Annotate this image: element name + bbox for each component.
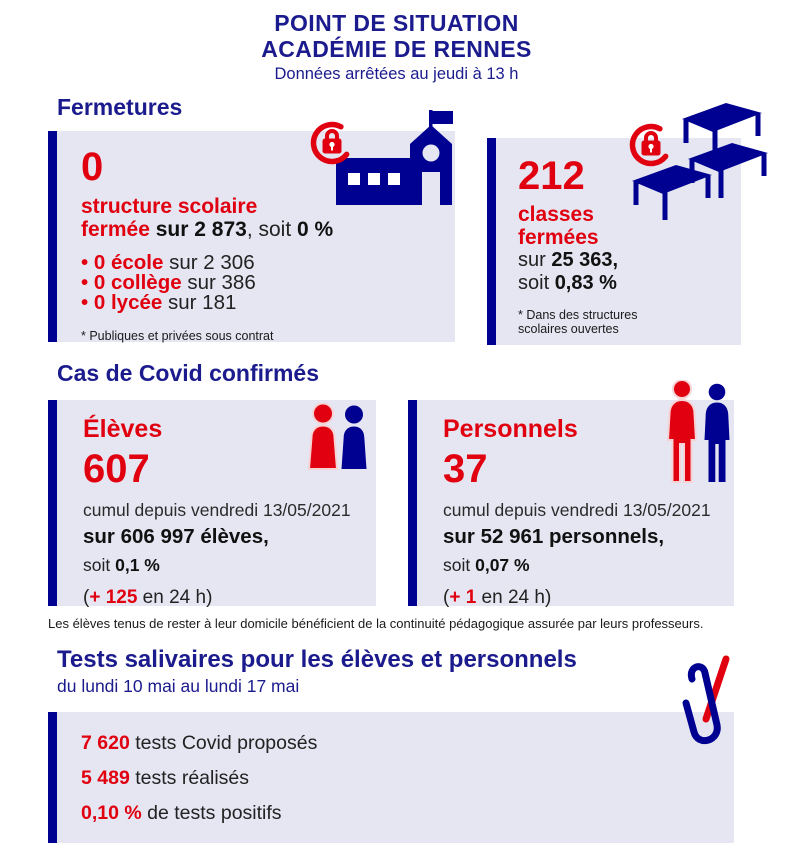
tests-label: tests Covid proposés xyxy=(135,732,318,754)
value-pct: 0,07 % xyxy=(475,555,530,575)
delta-rest: en 24 h) xyxy=(476,587,552,608)
card-eleves-title: Élèves xyxy=(83,415,163,443)
stat-structures-detail xyxy=(81,218,455,241)
tests-label: de tests positifs xyxy=(147,802,282,824)
section-heading-fermetures: Fermetures xyxy=(57,94,183,120)
footnote-line1: * Dans des structures xyxy=(518,308,638,322)
paperclip-icon xyxy=(676,653,734,757)
pupils-icon xyxy=(308,403,370,471)
stat-classes-value: 212 xyxy=(518,154,585,198)
tests-label: tests réalisés xyxy=(135,767,250,789)
stat-personnels-total: sur 52 961 personnels, xyxy=(443,525,665,548)
list-item-value: sur 2 306 xyxy=(169,251,255,274)
stat-structures-pct: 0 % xyxy=(297,218,334,241)
stat-eleves-cumul: cumul depuis vendredi 13/05/2021 xyxy=(83,500,351,520)
header xyxy=(0,10,793,84)
list-item-label: 0 lycée xyxy=(93,291,163,314)
bullet-icon: • xyxy=(81,291,89,314)
label-sur: sur xyxy=(518,249,546,271)
delta-open: ( xyxy=(443,587,450,608)
tests-row-positifs xyxy=(81,803,734,823)
tests-value: 7 620 xyxy=(81,732,130,754)
value-total: 25 363, xyxy=(551,249,619,271)
list-item xyxy=(81,273,455,293)
stat-classes-pct xyxy=(518,272,741,295)
stat-personnels-cumul: cumul depuis vendredi 13/05/2021 xyxy=(443,500,711,520)
stat-personnels-delta xyxy=(443,587,734,609)
page-title-line2: ACADÉMIE DE RENNES xyxy=(261,36,532,62)
card-tests xyxy=(48,712,734,843)
list-item-label: 0 école xyxy=(93,251,164,274)
list-item xyxy=(81,253,455,273)
tests-value: 0,10 % xyxy=(81,802,142,824)
school-building-icon xyxy=(336,110,462,205)
tests-value: 5 489 xyxy=(81,767,130,789)
delta-open: ( xyxy=(83,587,90,608)
tests-row-realises xyxy=(81,768,734,788)
staff-icon xyxy=(666,380,736,484)
label-soit: soit xyxy=(83,555,111,575)
tests-row-proposes xyxy=(81,733,734,753)
header-subtitle: Données arrêtées au jeudi à 13 h xyxy=(274,65,519,83)
delta-value: + 1 xyxy=(449,587,477,608)
stat-structures-value: 0 xyxy=(81,145,104,189)
value-pct: 0,83 % xyxy=(554,272,617,294)
delta-value: + 125 xyxy=(89,587,138,608)
bullet-icon: • xyxy=(81,251,89,274)
stat-eleves-value: 607 xyxy=(83,447,150,491)
page-title-line1: POINT DE SITUATION xyxy=(274,10,519,36)
closed-classroom-tables-icon xyxy=(632,103,792,225)
delta-rest: en 24 h) xyxy=(137,587,213,608)
continuity-note: Les élèves tenus de rester à leur domicile bénéficient de la continuité pédagogique assurée par leurs professeurs. xyxy=(48,616,704,631)
card-personnels-title: Personnels xyxy=(443,415,578,443)
stat-eleves-total: sur 606 997 élèves, xyxy=(83,525,269,548)
stat-classes-label1: classes xyxy=(518,203,594,226)
stat-structures-label2: fermée xyxy=(81,218,150,241)
section-heading-covid: Cas de Covid confirmés xyxy=(57,360,320,386)
footnote xyxy=(518,309,741,336)
label-soit: soit xyxy=(443,555,471,575)
list-item xyxy=(81,293,455,313)
stat-eleves-pct xyxy=(83,555,376,576)
footnote: * Publiques et privées sous contrat xyxy=(81,329,274,343)
structures-breakdown-list xyxy=(81,253,455,313)
stat-personnels-value: 37 xyxy=(443,447,488,491)
list-item-value: sur 386 xyxy=(187,271,256,294)
lock-icon xyxy=(310,121,354,165)
stat-structures-sep: , soit xyxy=(246,218,292,241)
stat-structures-label: structure scolaire xyxy=(81,195,258,218)
footnote-line2: scolaires ouvertes xyxy=(518,321,619,336)
stat-eleves-delta xyxy=(83,587,376,609)
stat-structures-total: sur 2 873 xyxy=(155,218,247,241)
stat-personnels-pct xyxy=(443,555,734,576)
stat-classes-label2: fermées xyxy=(518,226,599,249)
section-heading-tests: Tests salivaires pour les élèves et personnels xyxy=(57,646,577,673)
list-item-label: 0 collège xyxy=(93,271,182,294)
label-soit: soit xyxy=(518,272,550,294)
list-item-value: sur 181 xyxy=(168,291,237,314)
stat-classes-total xyxy=(518,249,741,272)
value-pct: 0,1 % xyxy=(115,555,160,575)
bullet-icon: • xyxy=(81,271,89,294)
tests-date-range: du lundi 10 mai au lundi 17 mai xyxy=(57,676,300,696)
